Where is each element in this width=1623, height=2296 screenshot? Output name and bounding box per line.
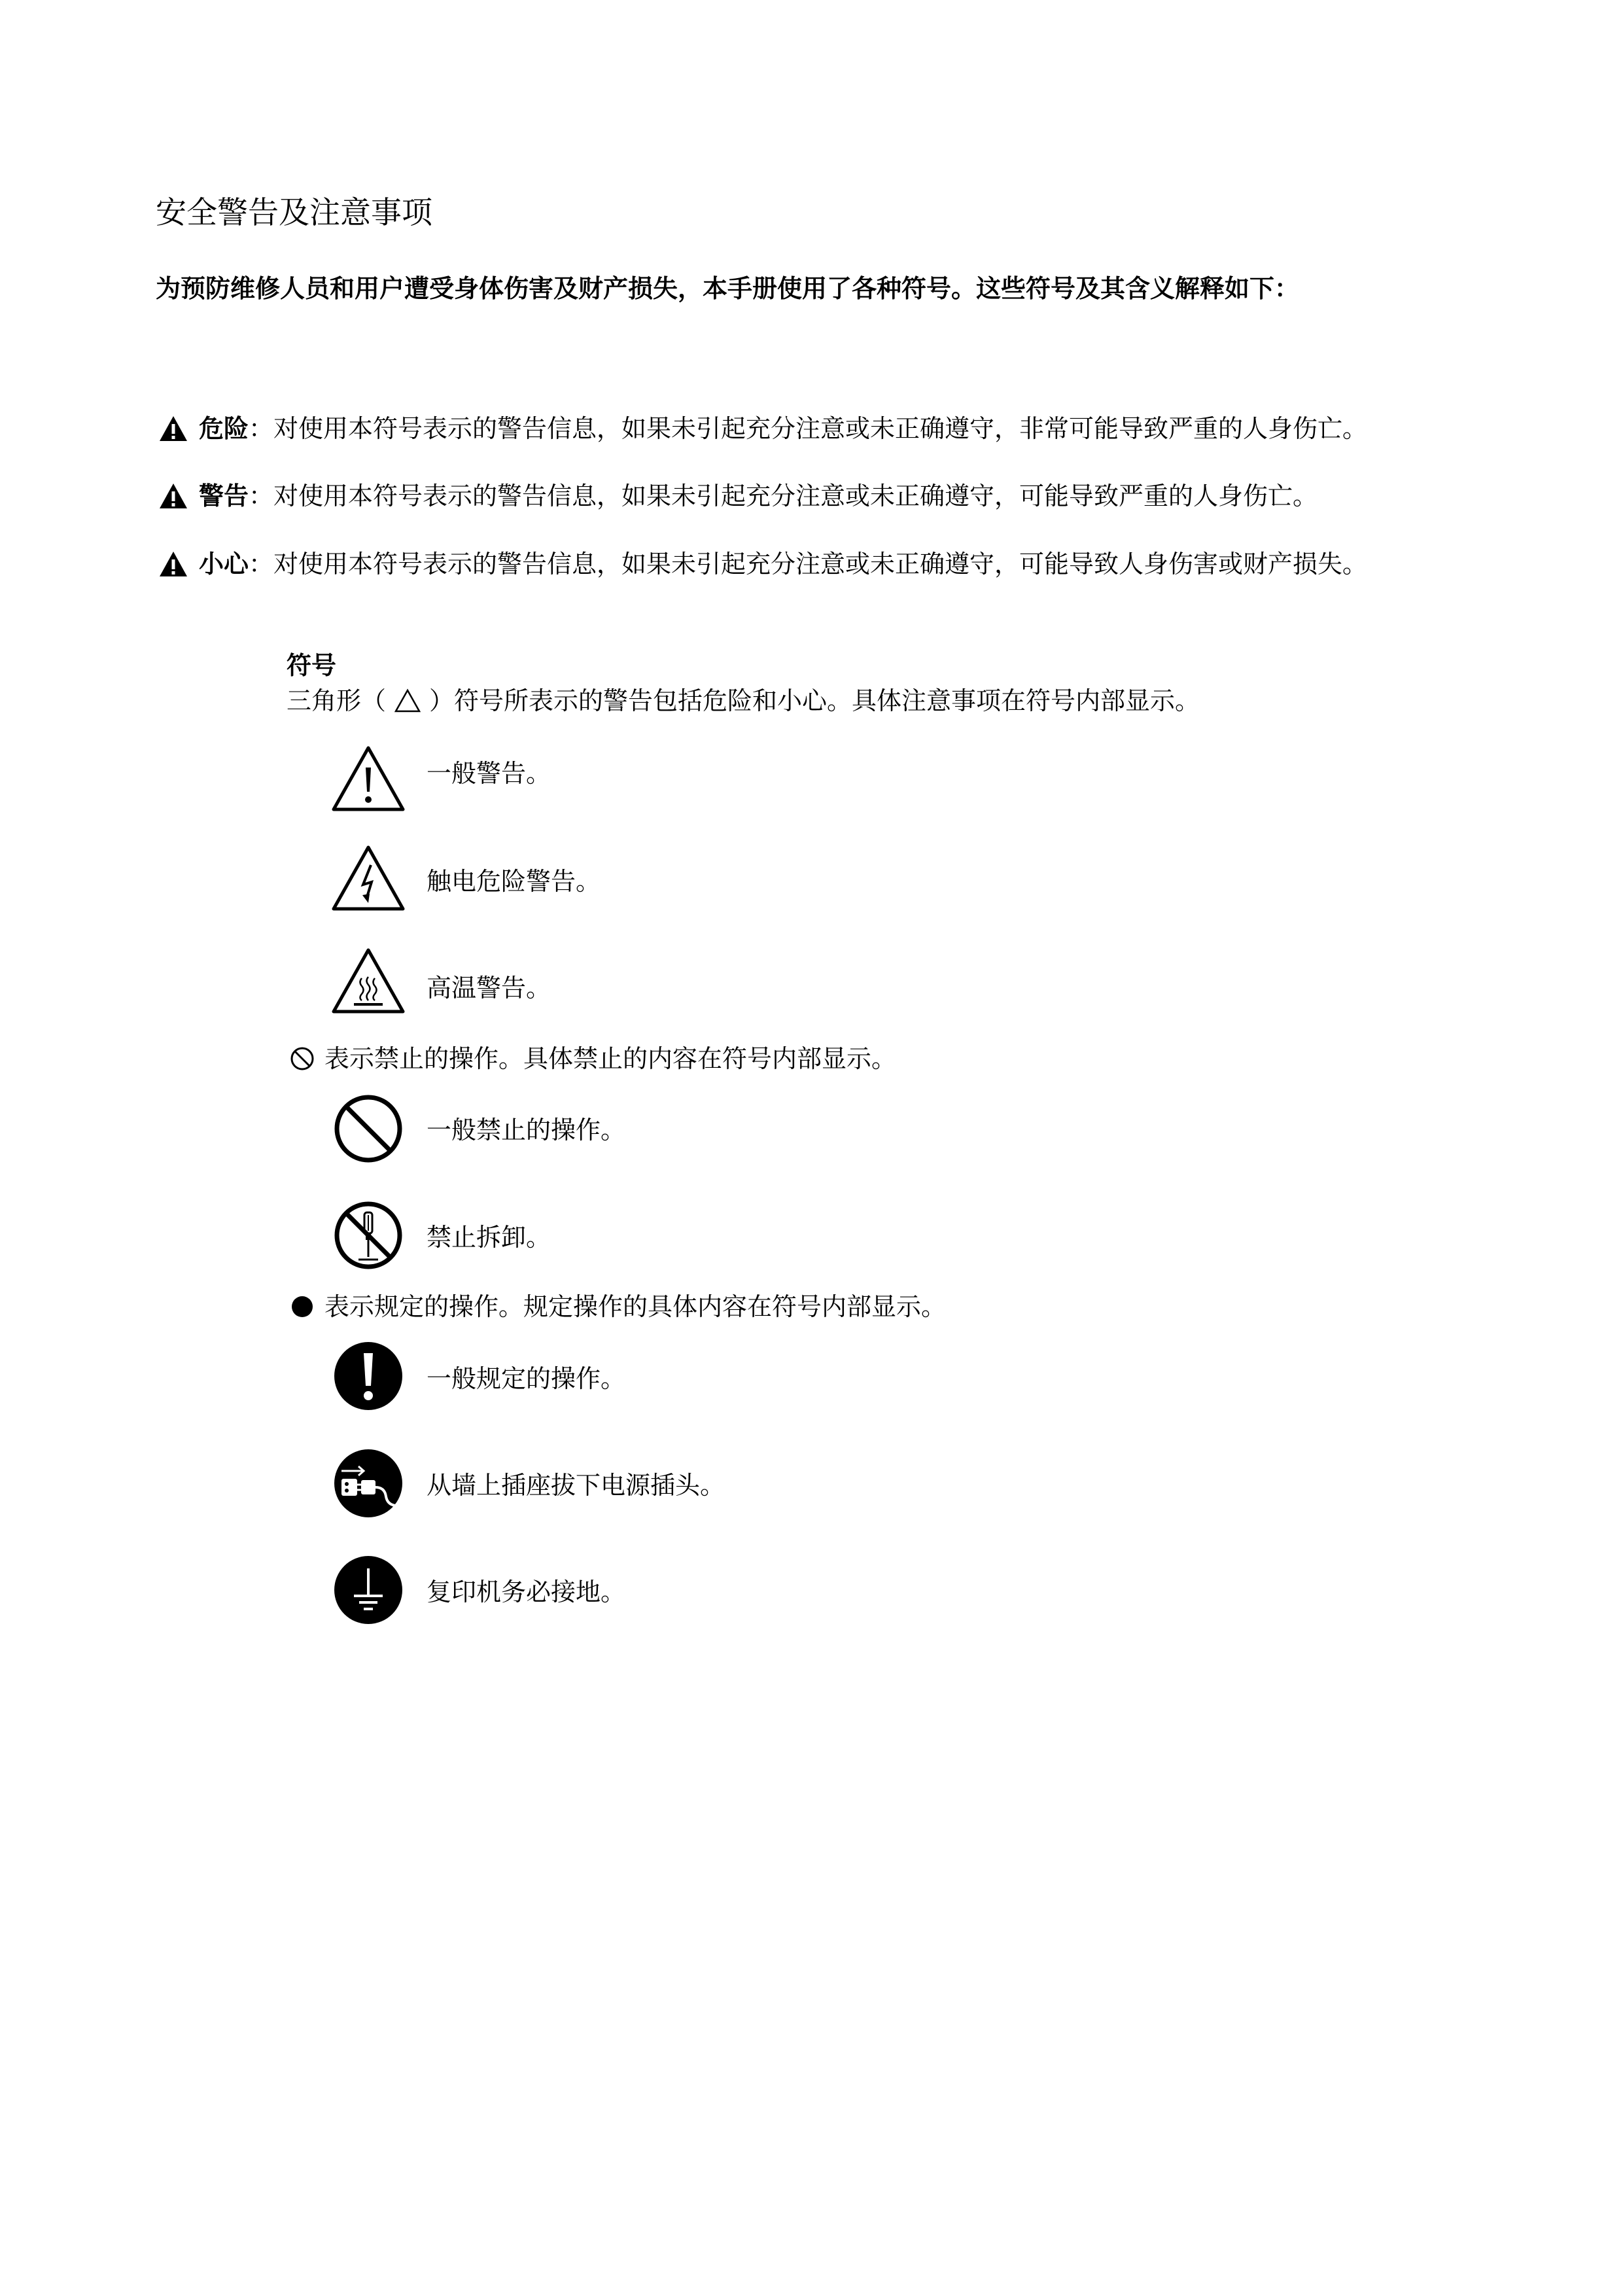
desc-before: 三角形（: [287, 686, 387, 715]
level-label: 小心: [199, 550, 249, 578]
level-label: 危险: [199, 414, 249, 443]
page-title: 安全警告及注意事项: [156, 195, 432, 231]
ground-text: 复印机务必接地。: [427, 1578, 626, 1606]
warning-triangle-icon: [158, 482, 188, 510]
level-text: ：对使用本符号表示的警告信息，如果未引起充分注意或未正确遵守，非常可能导致严重的人身伤亡。: [249, 414, 1368, 443]
prohibition-heading: [289, 1042, 896, 1075]
level-danger: [158, 412, 1367, 445]
prohibition-small-icon: [289, 1046, 315, 1072]
general-mandatory-text: 一般规定的操作。: [427, 1364, 626, 1393]
level-text: ：对使用本符号表示的警告信息，如果未引起充分注意或未正确遵守，可能导致严重的人身伤亡。: [249, 482, 1318, 510]
general-prohibition-text: 一般禁止的操作。: [427, 1116, 626, 1144]
outline-triangle-icon: [394, 688, 421, 713]
ground-icon: [332, 1554, 404, 1626]
electric-shock-text: 触电危险警告。: [427, 867, 601, 896]
level-caution: [158, 548, 1367, 580]
mandatory-small-icon: [289, 1294, 315, 1320]
mandatory-heading: [289, 1290, 946, 1323]
symbols-description: [287, 684, 1200, 717]
general-mandatory-icon: [332, 1340, 404, 1412]
symbols-heading: 符号: [287, 651, 337, 680]
warning-triangle-icon: [158, 550, 188, 578]
electric-shock-icon: [330, 844, 406, 912]
level-text: ：对使用本符号表示的警告信息，如果未引起充分注意或未正确遵守，可能导致人身伤害或财产损失。: [249, 550, 1368, 578]
high-temperature-icon: [330, 947, 406, 1015]
no-disassembly-icon: [332, 1199, 404, 1271]
warning-triangle-icon: [158, 415, 188, 442]
no-disassembly-text: 禁止拆卸。: [427, 1223, 551, 1252]
level-label: 警告: [199, 482, 249, 510]
prohibition-desc: 表示禁止的操作。具体禁止的内容在符号内部显示。: [324, 1044, 897, 1073]
level-warning: [158, 480, 1318, 512]
general-warning-text: 一般警告。: [427, 759, 551, 788]
intro-text: 为预防维修人员和用户遭受身体伤害及财产损失，本手册使用了各种符号。这些符号及其含义解释如下：: [156, 274, 1300, 303]
unplug-icon: [332, 1447, 404, 1519]
general-prohibition-icon: [332, 1093, 404, 1165]
general-warning-icon: [330, 745, 406, 813]
mandatory-desc: 表示规定的操作。规定操作的具体内容在符号内部显示。: [324, 1292, 947, 1321]
unplug-text: 从墙上插座拔下电源插头。: [427, 1471, 725, 1500]
desc-after: ）符号所表示的警告包括危险和小心。具体注意事项在符号内部显示。: [429, 686, 1200, 715]
high-temperature-text: 高温警告。: [427, 974, 551, 1002]
